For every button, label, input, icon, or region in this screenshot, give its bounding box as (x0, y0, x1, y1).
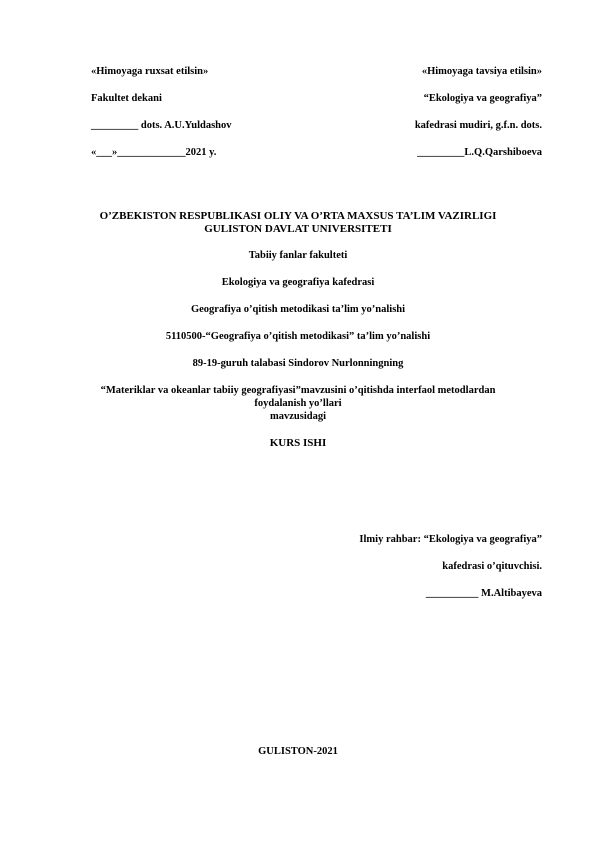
student-info: 89-19-guruh talabasi Sindorov Nurlonningning (192, 358, 404, 369)
dean-position: Fakultet dekani (91, 93, 162, 104)
faculty-name: Tabiiy fanlar fakulteti (248, 250, 348, 261)
supervisor-line-2: kafedrasi o’qituvchisi. (442, 561, 542, 572)
direction-code: 5110500-“Geografiya o’qitish metodikasi” ta’lim yo’nalishi (165, 331, 431, 342)
approval-date: «___»_____________2021 y. (91, 147, 217, 158)
department-quote: “Ekologiya va geografiya” (423, 93, 542, 104)
city-year: GULISTON-2021 (258, 746, 338, 757)
university-name: GULISTON DAVLAT UNIVERSITETI (204, 223, 392, 235)
department-head: kafedrasi mudiri, g.f.n. dots. (414, 120, 542, 131)
supervisor-line-1: Ilmiy rahbar: “Ekologiya va geografiya” (359, 534, 542, 545)
education-direction: Geografiya o’qitish metodikasi ta’lim yo’nalishi (190, 304, 406, 315)
supervisor-signature: __________ M.Altibayeva (425, 588, 542, 599)
department-name: Ekologiya va geografiya kafedrasi (221, 277, 375, 288)
recommendation-label: «Himoyaga tavsiya etilsin» (421, 66, 542, 77)
ministry-name: O’ZBEKISTON RESPUBLIKASI OLIY VA O’RTA MAXSUS TA’LIM VAZIRLIGI (99, 210, 497, 222)
head-signature: _________L.Q.Qarshiboeva (417, 147, 542, 158)
permission-label: «Himoyaga ruxsat etilsin» (91, 66, 209, 77)
dean-signature: _________ dots. A.U.Yuldashov (91, 120, 232, 131)
work-type: KURS ISHI (269, 437, 327, 449)
topic-line-3: mavzusidagi (269, 411, 326, 422)
topic-line-1: “Materiklar va okeanlar tabiiy geografiyasi”mavzusini o’qitishda interfaol metodlardan (100, 385, 496, 396)
topic-line-2: foydalanish yo’llari (254, 398, 342, 409)
